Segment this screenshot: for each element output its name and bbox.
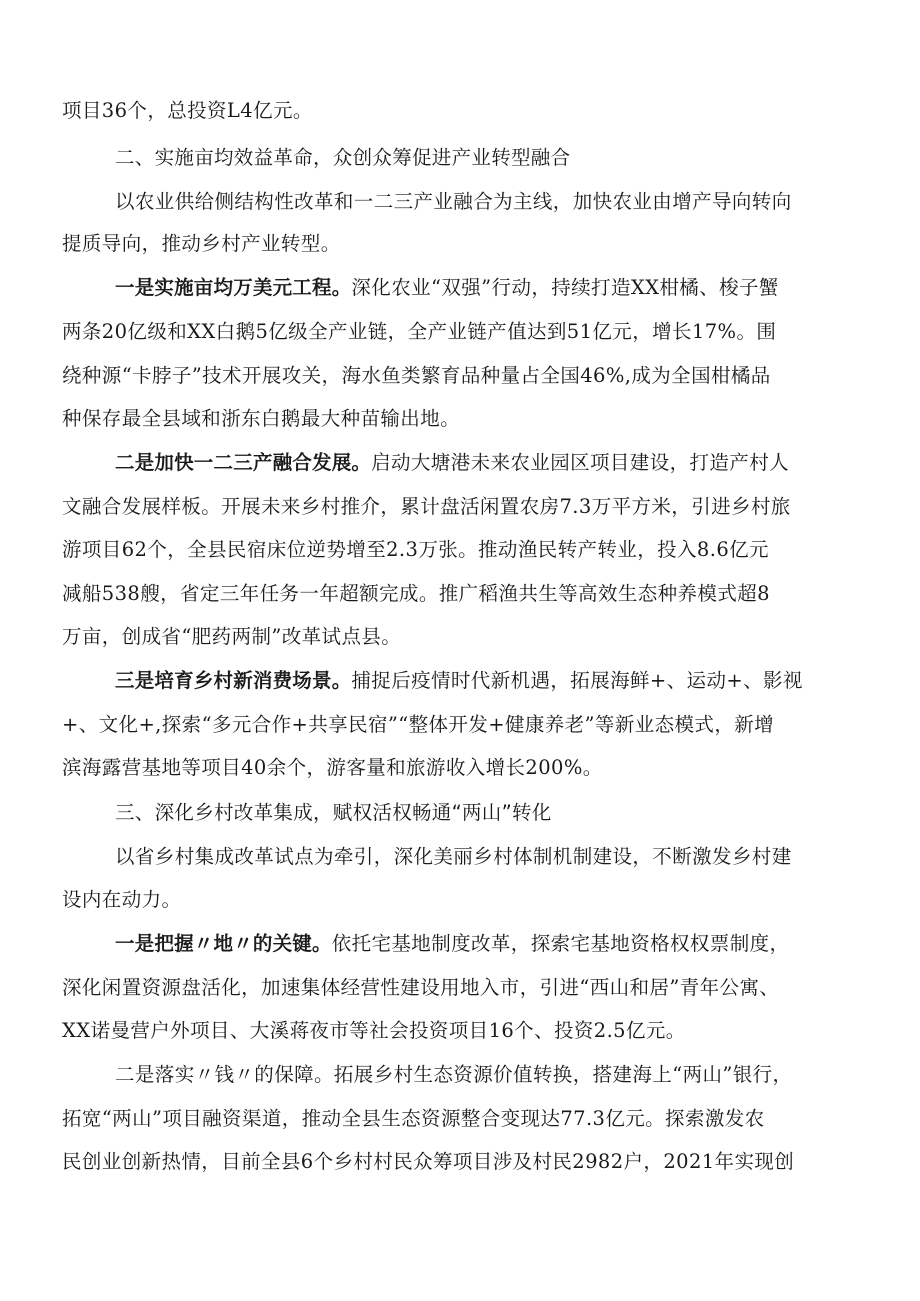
paragraph-line: 民创业创新热情，目前全县6个乡村村民众筹项目涉及村民2982户，2021年实现创 — [62, 1150, 795, 1173]
paragraph-line: 游项目62个，全县民宿床位逆势增至2.3万张。推动渔民转产转业，投入8.6亿元 — [62, 538, 769, 561]
subheading-1: 一是实施亩均万美元工程。 — [115, 276, 352, 299]
paragraph-line: 文融合发展样板。开展未来乡村推介，累计盘活闲置农房7.3万平方米，引进乡村旅 — [62, 495, 791, 518]
paragraph-line: 减船538艘，省定三年任务一年超额完成。推广稻渔共生等高效生态种养模式超8 — [62, 582, 770, 605]
paragraph-line: +、文化+,探索“多元合作+共享民宿”“整体开发+健康养老”等新业态模式，新增 — [62, 713, 775, 736]
paragraph-text: 捕捉后疫情时代新机遇，拓展海鲜+、运动+、影视 — [351, 669, 803, 692]
paragraph-line: XX诺曼营户外项目、大溪蒋夜市等社会投资项目16个、投资2.5亿元。 — [62, 1019, 686, 1042]
subheading-4: 一是把握〃地〃的关键。 — [115, 932, 332, 955]
paragraph-text: 启动大塘港未来农业园区项目建设，打造产村人 — [371, 451, 790, 474]
paragraph-line: 种保存最全县域和浙东白鹅最大种苗输出地。 — [62, 407, 461, 430]
paragraph-text: 深化农业“双强”行动，持续打造XX柑橘、梭子蟹 — [351, 276, 779, 299]
paragraph-line — [115, 449, 789, 477]
subheading-2: 二是加快一二三产融合发展。 — [115, 451, 372, 474]
section-heading-3: 三、深化乡村改革集成，赋权活权畅通“两山”转化 — [115, 801, 552, 824]
paragraph-line: 提质导向，推动乡村产业转型。 — [62, 232, 341, 255]
paragraph-line: 深化闲置资源盘活化，加速集体经营性建设用地入市，引进“西山和居”青年公寓、 — [62, 976, 780, 999]
paragraph-line: 设内在动力。 — [62, 888, 182, 911]
paragraph-line — [115, 274, 779, 302]
paragraph-line: 两条20亿级和XX白鹅5亿级全产业链，全产业链产值达到51亿元，增长17%。围 — [62, 320, 777, 343]
paragraph-line: 拓宽“两山”项目融资渠道，推动全县生态资源整合变现达77.3亿元。探索激发农 — [62, 1107, 765, 1130]
paragraph-line: 以省乡村集成改革试点为牵引，深化美丽乡村体制机制建设，不断激发乡村建 — [115, 845, 792, 868]
paragraph-line — [115, 930, 789, 958]
subheading-3: 三是培育乡村新消费场景。 — [115, 669, 352, 692]
paragraph-line: 绕种源“卡脖子”技术开展攻关，海水鱼类繁育品种量占全国46%,成为全国柑橘品 — [62, 364, 771, 387]
paragraph-line: 二是落实〃钱〃的保障。拓展乡村生态资源价值转换，搭建海上“两山”银行， — [115, 1063, 793, 1086]
paragraph-text: 依托宅基地制度改革，探索宅基地资格权权票制度， — [331, 932, 790, 955]
paragraph-line: 项目36个，总投资L4亿元。 — [62, 99, 313, 122]
paragraph-line: 万亩，创成省“肥药两制”改革试点县。 — [62, 625, 402, 648]
section-heading-2: 二、实施亩均效益革命，众创众筹促进产业转型融合 — [115, 146, 571, 169]
paragraph-line — [115, 667, 803, 695]
paragraph-line: 以农业供给侧结构性改革和一二三产业融合为主线，加快农业由增产导向转向 — [115, 190, 792, 213]
paragraph-line: 滨海露营基地等项目40余个，游客量和旅游收入增长200%。 — [62, 756, 603, 779]
